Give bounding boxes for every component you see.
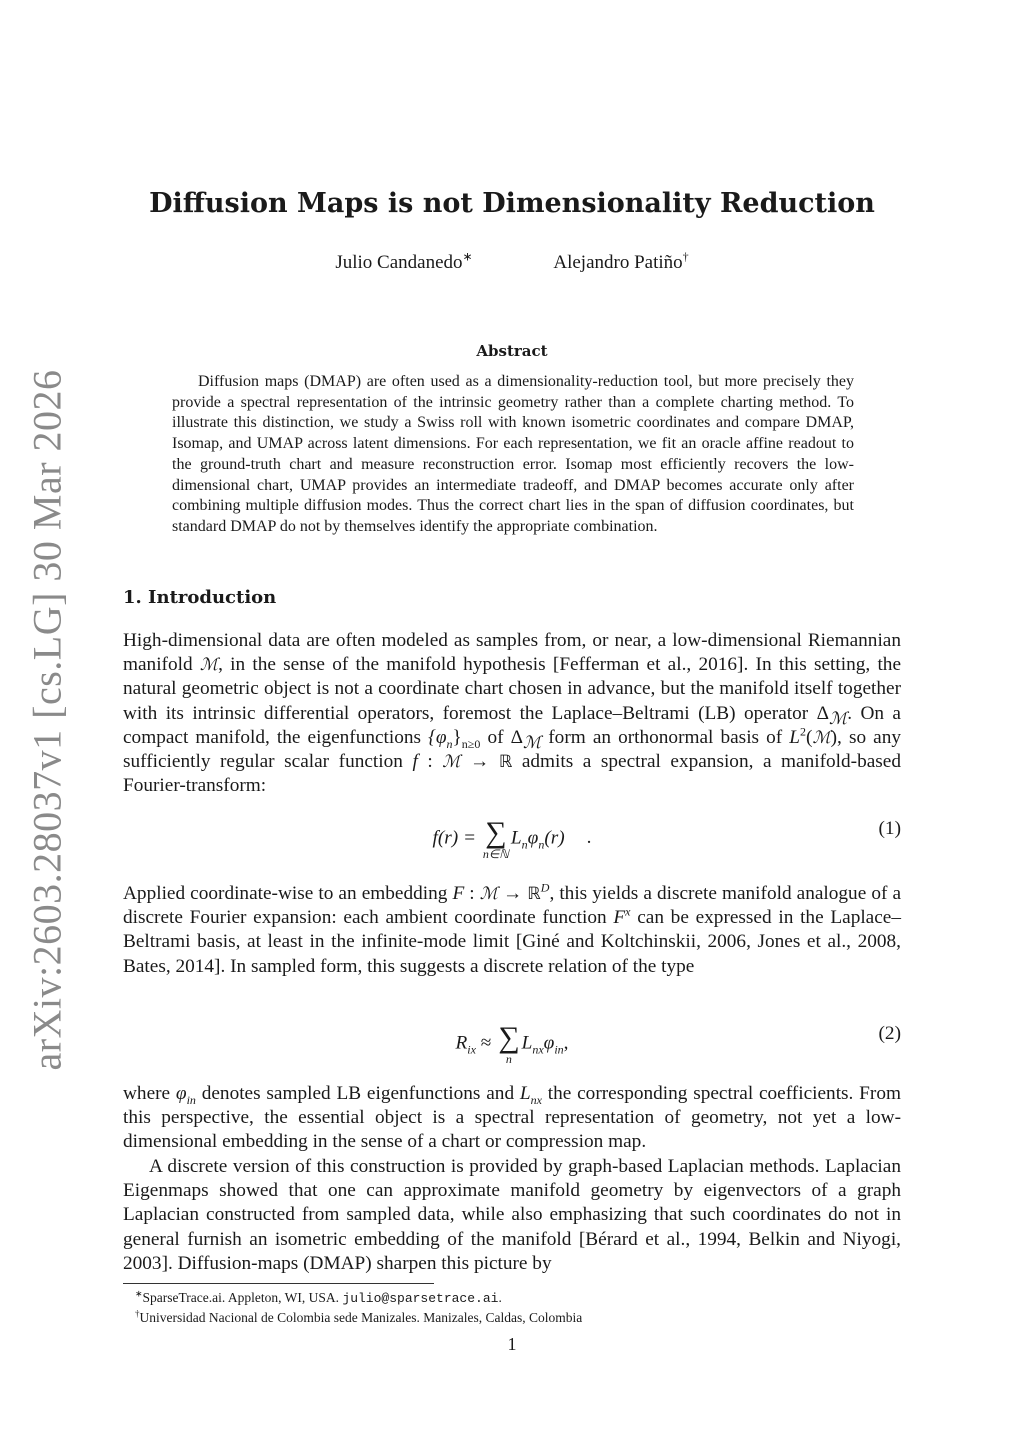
equation-2-number: (2) <box>878 1023 901 1044</box>
footnote-2: †Universidad Nacional de Colombia sede Manizales. Manizales, Caldas, Colombia <box>135 1308 583 1325</box>
author-2 <box>553 249 689 274</box>
equation-2 <box>123 1023 901 1069</box>
equation-1-body: f(r) = ∑ n∈ℕ $L_n\varphi_n(r)$ . <box>432 816 592 861</box>
author-email[interactable]: julio@sparsetrace.ai <box>342 1291 499 1306</box>
footnote-1: ∗SparseTrace.ai. Appleton, WI, USA. julio@sparsetrace.ai. <box>135 1288 502 1306</box>
abstract-text: Diffusion maps (DMAP) are often used as a dimensionality-reduction tool, but more precisely they provide a spectral representation of the intrinsic geometry rather than a complete charting method. To illustrate this distinction, we study a Swiss roll with known isometric coordinates and compare DMAP, Isomap, and UMAP across latent dimensions. For each representation, we fit an oracle affine readout to the ground-truth chart and measure reconstruction error. Isomap most efficiently recovers the low-dimensional chart, UMAP provides an intermediate tradeoff, and DMAP becomes accurate only after combining multiple diffusion modes. Thus the correct chart lies in the span of diffusion coordinates, but standard DMAP do not by themselves identify the appropriate combination. <box>172 373 854 535</box>
author-mark: † <box>682 249 689 264</box>
author-name: Alejandro Patiño <box>553 252 683 273</box>
intro-paragraph-4: A discrete version of this construction is provided by graph-based Laplacian methods. Laplacian Eigenmaps showed that one can approximate manifold geometry by eigenvectors of a graph Laplacian constructed from sampled data, while also emphasizing that such coordinates do not in general furnish an isometric embedding of the manifold [Bérard et al., 1994, Belkin and Niyogi, 2003]. Diffusion-maps (DMAP) sharpen this picture by <box>123 1156 901 1274</box>
equation-1 <box>123 818 901 864</box>
section-heading-introduction: 1. Introduction <box>123 587 277 608</box>
intro-paragraph-3: where $\varphi_{in}$ denotes sampled LB eigenfunctions and $L_{nx}$ the corresponding spectral coefficients. From this perspective, the essential object is a spectral representation of geometry, not yet a low-dimensional embedding in the sense of a chart or compression map. <box>123 1083 901 1153</box>
equation-2-body: $R_{ix}$ ≈ ∑ n $L_{nx}\varphi_{in}$, <box>455 1021 569 1066</box>
sum-symbol: ∑ n <box>498 1021 520 1066</box>
author-mark: ∗ <box>462 249 473 264</box>
intro-paragraph-2: Applied coordinate-wise to an embedding F : ℳ → ℝ$^D$, this yields a discrete manifold analogue of a discrete Fourier expansion: each ambient coordinate function $F^x$ can be expressed in the Laplace–Beltrami basis, at least in the infinite-mode limit [Giné and Koltchinskii, 2006, Jones et al., 2008, Bates, 2014]. In sampled form, this suggests a discrete relation of the type <box>123 880 902 977</box>
paper-title: Diffusion Maps is not Dimensionality Reduction <box>149 188 875 219</box>
author-list <box>0 249 1024 274</box>
abstract-heading: Abstract <box>476 342 548 360</box>
arxiv-identifier-stamp: arXiv:2603.28037v1 [cs.LG] 30 Mar 2026 <box>24 369 70 1071</box>
equation-1-number: (1) <box>878 818 901 839</box>
footnote-divider <box>123 1283 434 1284</box>
sum-symbol: ∑ n∈ℕ <box>482 816 509 861</box>
intro-paragraph-1: High-dimensional data are often modeled as samples from, or near, a low-dimensional Riemannian manifold ℳ, in the sense of the manifold hypothesis [Fefferman et al., 2016]. In this setting, the natural geometric object is not a coordinate chart chosen in advance, but the manifold itself together with its intrinsic differential operators, foremost the Laplace–Beltrami (LB) operator $\Delta_ℳ$. On a compact manifold, the eigenfunctions $\{\varphi_n\}_{n\ge 0}$ of $\Delta_ℳ$ form an orthonormal basis of $L^2(ℳ)$, so any sufficiently regular scalar function f : ℳ → ℝ admits a spectral expansion, a manifold-based Fourier-transform: <box>123 630 902 797</box>
author-1 <box>335 249 473 274</box>
author-name: Julio Candanedo <box>335 252 463 273</box>
page-number: 1 <box>507 1334 517 1354</box>
